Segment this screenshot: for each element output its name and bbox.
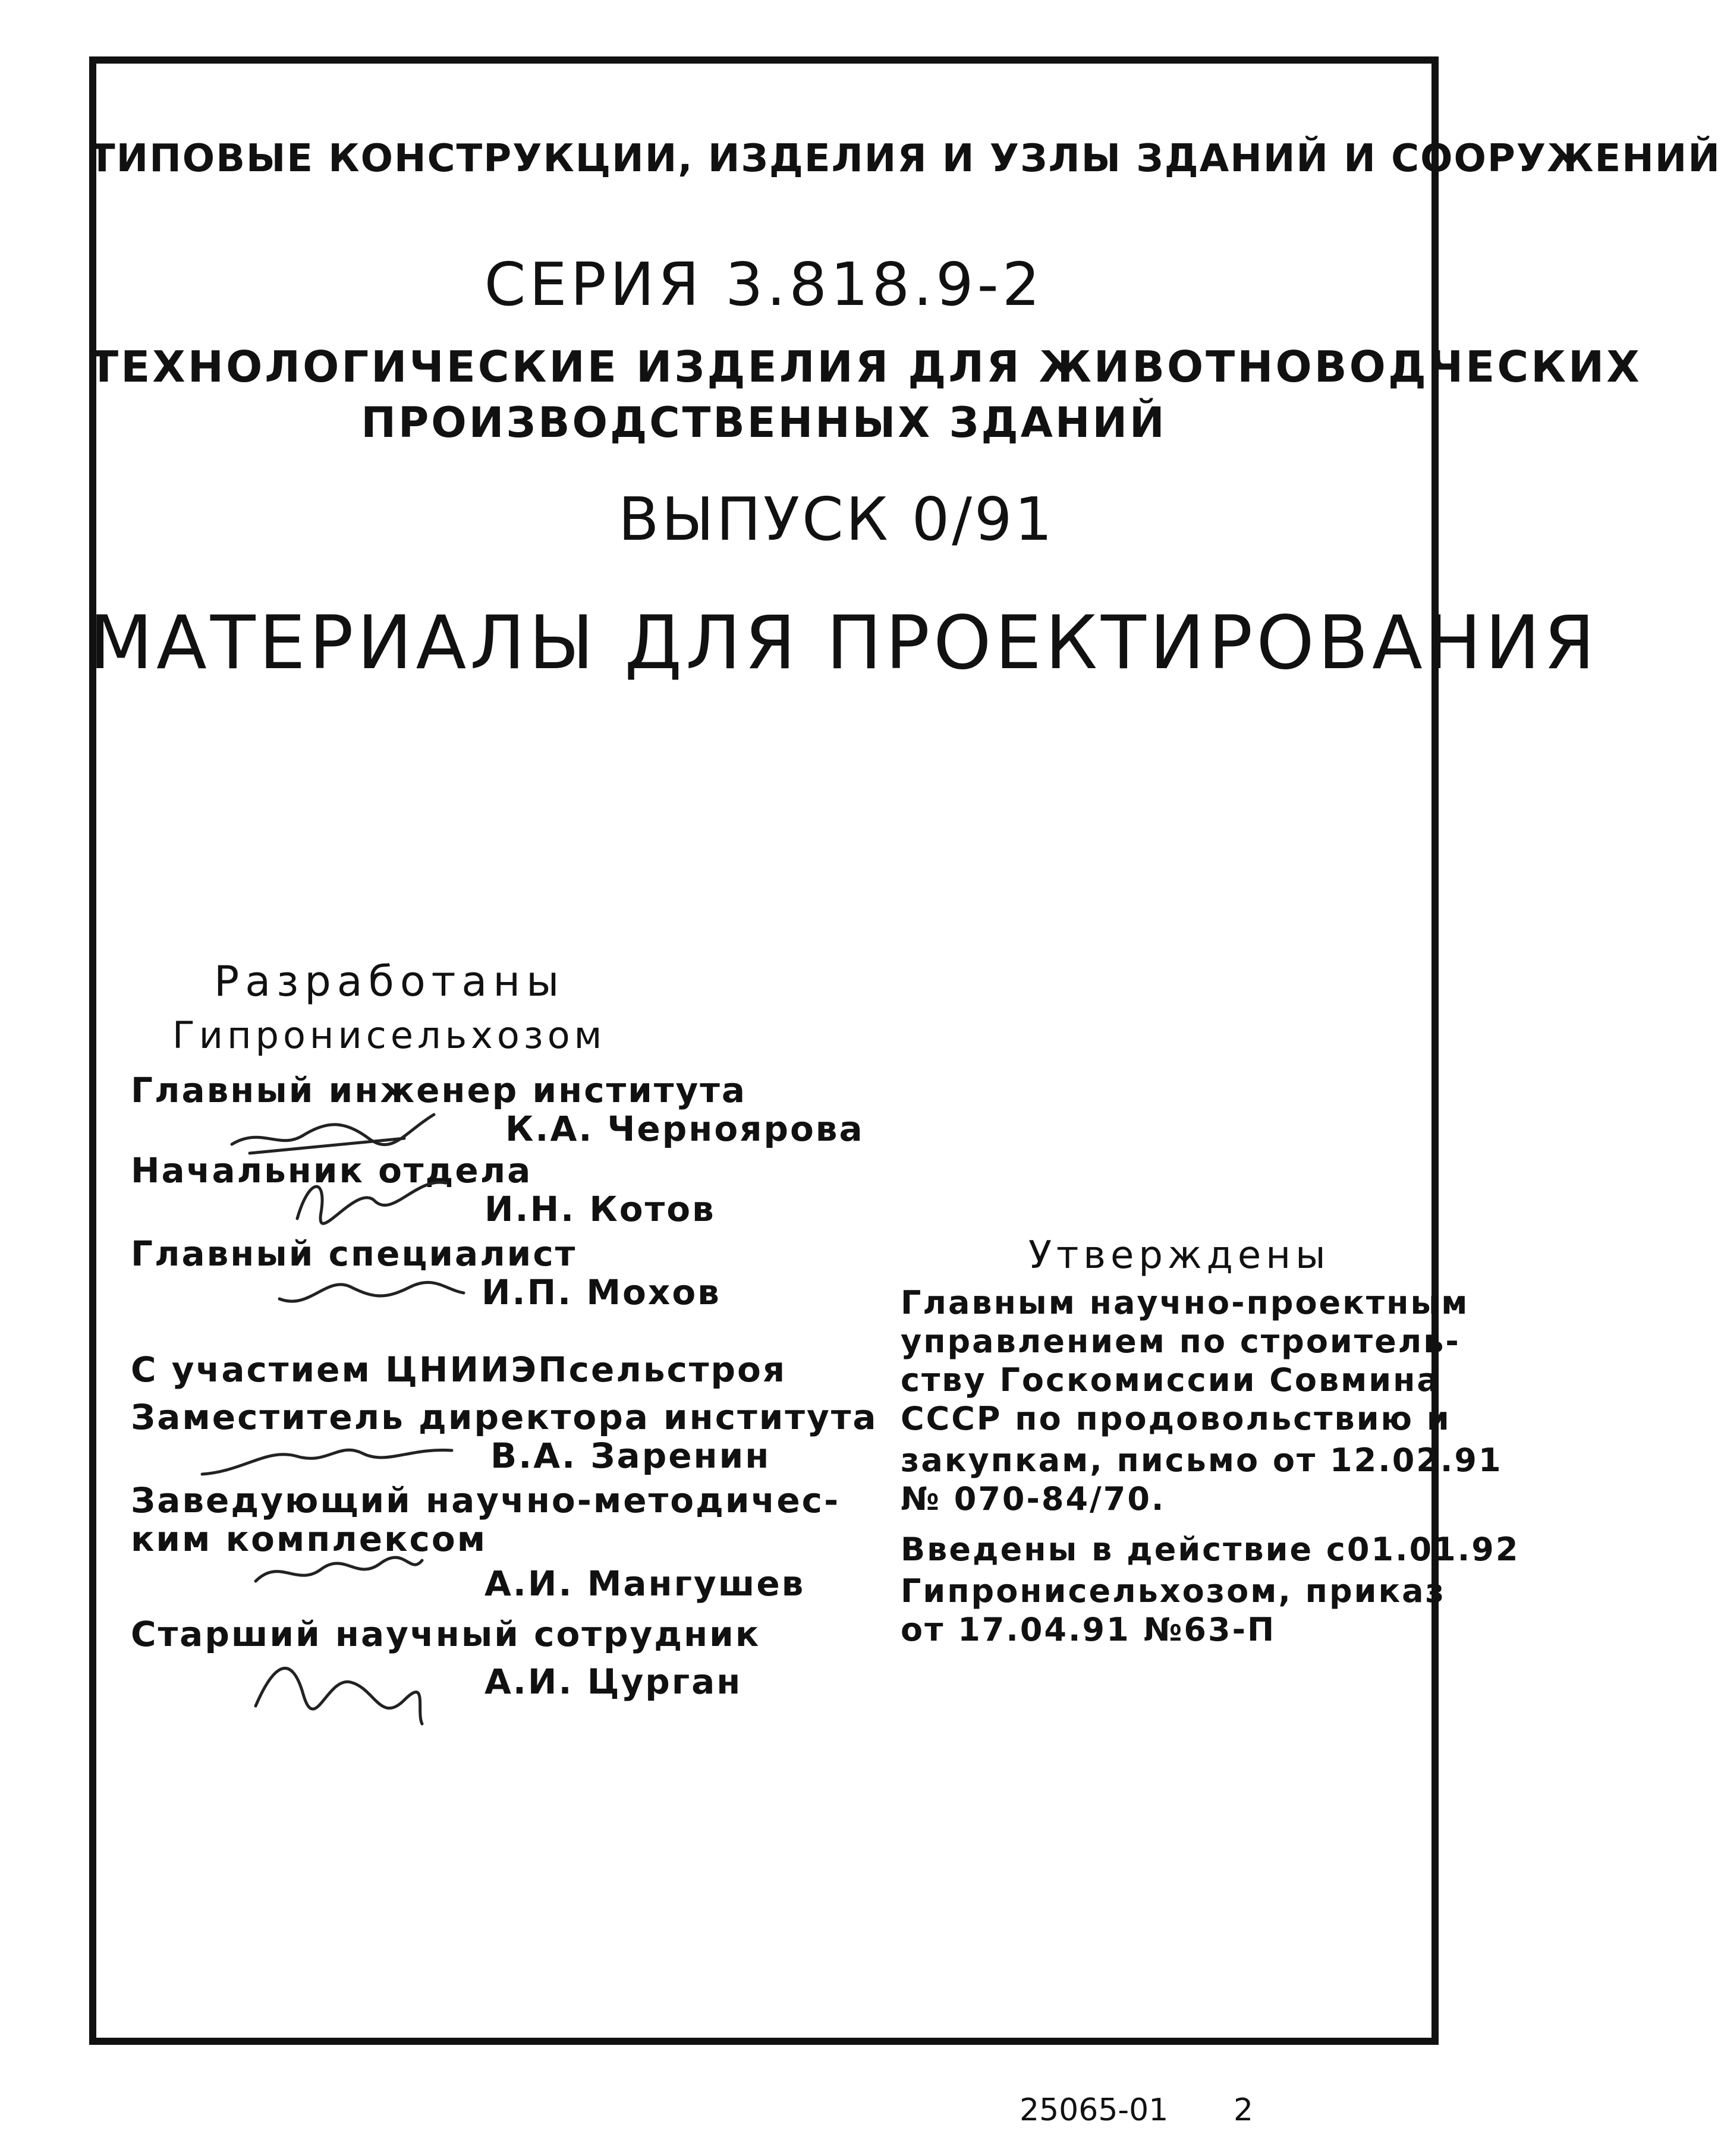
subtitle-line-2: ПРОИЗВОДСТВЕННЫХ ЗДАНИЙ	[361, 398, 1167, 447]
approval-line-5: закупкам, письмо от 12.02.91	[901, 1441, 1503, 1479]
name-chief-specialist: И.П. Мохов	[482, 1272, 721, 1313]
role-deputy-director: Заместитель директора института	[131, 1397, 878, 1437]
developer-organization: Гипронисельхозом	[172, 1014, 606, 1057]
issue-number: ВЫПУСК 0/91	[618, 484, 1055, 554]
name-head-of-department: И.Н. Котов	[484, 1189, 716, 1229]
developers-heading: Разработаны	[214, 957, 565, 1006]
document-header: ТИПОВЫЕ КОНСТРУКЦИИ, ИЗДЕЛИЯ И УЗЛЫ ЗДАНИЙ И СООРУЖЕНИЙ	[89, 137, 1721, 181]
name-chief-engineer: К.А. Черноярова	[505, 1109, 864, 1149]
signature-head-of-complex	[250, 1546, 428, 1599]
signature-chief-specialist	[273, 1263, 470, 1317]
signature-deputy-director	[196, 1430, 458, 1486]
participation-line: С участием ЦНИИЭПсельстроя	[131, 1349, 787, 1390]
approval-heading: Утверждены	[1028, 1233, 1330, 1277]
main-title: МАТЕРИАЛЫ ДЛЯ ПРОЕКТИРОВАНИЯ	[89, 600, 1599, 686]
name-head-of-complex: А.И. Мангушев	[484, 1563, 806, 1604]
role-head-of-department: Начальник отдела	[131, 1150, 533, 1191]
footer-code: 25065-01	[1020, 2092, 1169, 2128]
role-chief-specialist: Главный специалист	[131, 1233, 577, 1274]
role-senior-researcher: Старший научный сотрудник	[131, 1614, 761, 1654]
enacted-line-3: от 17.04.91 №63-П	[901, 1611, 1276, 1648]
footer-page-number: 2	[1234, 2092, 1254, 2128]
enacted-line-1: Введены в действие с01.01.92	[901, 1531, 1520, 1568]
name-senior-researcher: А.И. Цурган	[484, 1661, 742, 1702]
role-head-of-complex-line-1: Заведующий научно-методичес-	[131, 1480, 841, 1521]
approval-line-2: управлением по строитель-	[901, 1323, 1461, 1360]
approval-line-6: № 070-84/70.	[901, 1480, 1166, 1518]
approval-line-3: ству Госкомиссии Совмина	[901, 1361, 1440, 1399]
name-deputy-director: В.А. Заренин	[490, 1436, 771, 1476]
role-head-of-complex-line-2: ким комплексом	[131, 1519, 487, 1559]
role-chief-engineer: Главный инженер института	[131, 1070, 747, 1110]
approval-line-1: Главным научно-проектным	[901, 1284, 1470, 1321]
series-number: СЕРИЯ 3.818.9-2	[484, 250, 1044, 319]
signature-senior-researcher	[250, 1641, 428, 1736]
enacted-line-2: Гипронисельхозом, приказ	[901, 1572, 1446, 1610]
signature-head-of-department	[285, 1165, 452, 1230]
subtitle-line-1: ТЕХНОЛОГИЧЕСКИЕ ИЗДЕЛИЯ ДЛЯ ЖИВОТНОВОДЧЕСКИХ	[89, 342, 1642, 392]
approval-line-4: СССР по продовольствию и	[901, 1400, 1451, 1437]
